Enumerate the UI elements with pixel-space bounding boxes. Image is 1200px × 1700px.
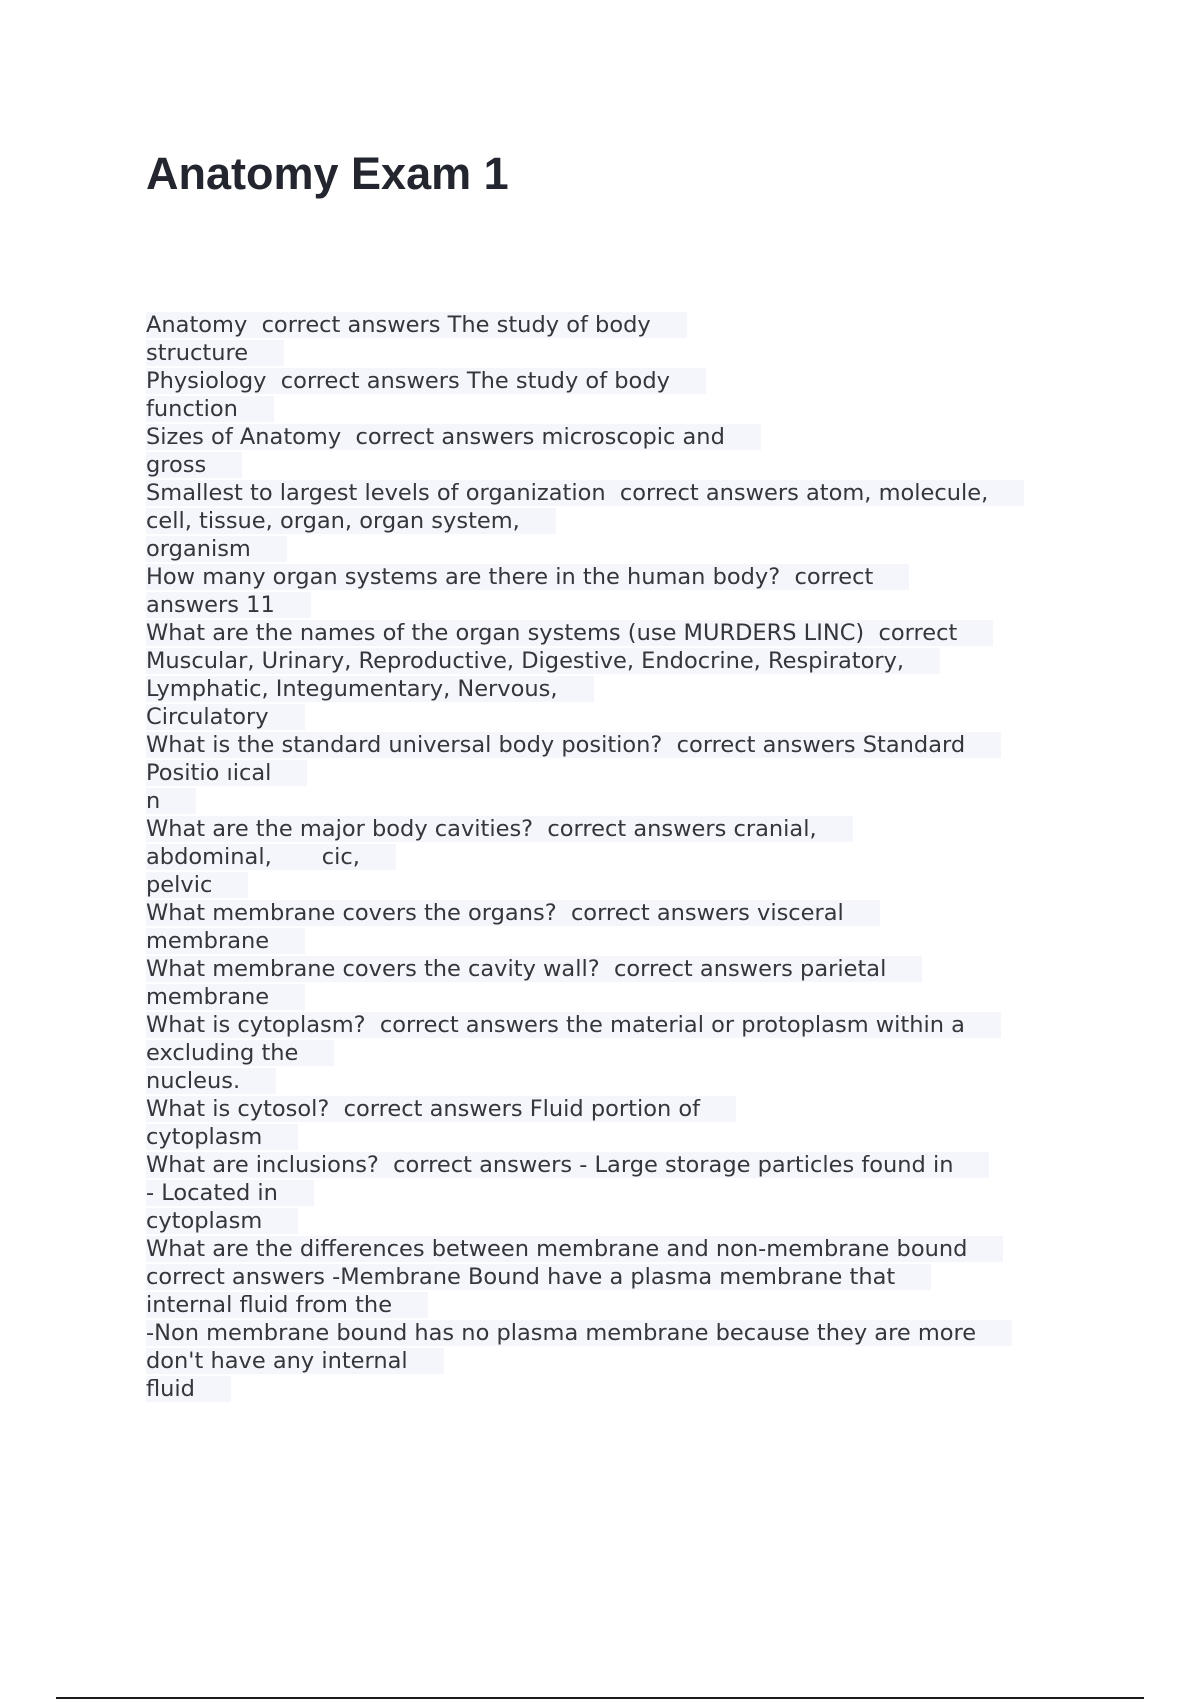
- text-line: - Located in: [146, 1179, 1076, 1207]
- text-line: What is the standard universal body position? correct answers Standard: [146, 731, 1076, 759]
- text-line: cytoplasm: [146, 1123, 1076, 1151]
- text-line: What is cytosol? correct answers Fluid portion of: [146, 1095, 1076, 1123]
- text-line: What membrane covers the cavity wall? correct answers parietal: [146, 955, 1076, 983]
- text-line: function: [146, 395, 1076, 423]
- text-line: What membrane covers the organs? correct answers visceral: [146, 899, 1076, 927]
- text-line: What are the differences between membrane and non-membrane bound: [146, 1235, 1076, 1263]
- text-line: Circulatory: [146, 703, 1076, 731]
- page-title: Anatomy Exam 1: [146, 148, 509, 199]
- text-line: gross: [146, 451, 1076, 479]
- text-line: internal fluid from the: [146, 1291, 1076, 1319]
- text-line: structure: [146, 339, 1076, 367]
- text-line: What are inclusions? correct answers - Large storage particles found in: [146, 1151, 1076, 1179]
- text-line: pelvic: [146, 871, 1076, 899]
- text-line: How many organ systems are there in the human body? correct: [146, 563, 1076, 591]
- text-line: Anatomy correct answers The study of body: [146, 311, 1076, 339]
- text-line: nucleus.: [146, 1067, 1076, 1095]
- text-line: excluding the: [146, 1039, 1076, 1067]
- text-line: Smallest to largest levels of organization correct answers atom, molecule,: [146, 479, 1076, 507]
- text-line: cytoplasm: [146, 1207, 1076, 1235]
- text-line: correct answers -Membrane Bound have a plasma membrane that: [146, 1263, 1076, 1291]
- flashcard-text-body: [146, 311, 1076, 1403]
- text-line: Sizes of Anatomy correct answers microscopic and: [146, 423, 1076, 451]
- text-line: Positio ıical: [146, 759, 1076, 787]
- text-line: abdominal, cic,: [146, 843, 1076, 871]
- text-line: membrane: [146, 927, 1076, 955]
- text-line: answers 11: [146, 591, 1076, 619]
- text-line: -Non membrane bound has no plasma membrane because they are more: [146, 1319, 1076, 1347]
- text-line: membrane: [146, 983, 1076, 1011]
- text-line: What are the names of the organ systems (use MURDERS LINC) correct: [146, 619, 1076, 647]
- text-line: Lymphatic, Integumentary, Nervous,: [146, 675, 1076, 703]
- text-line: n: [146, 787, 1076, 815]
- text-line: What is cytoplasm? correct answers the material or protoplasm within a: [146, 1011, 1076, 1039]
- text-line: Muscular, Urinary, Reproductive, Digestive, Endocrine, Respiratory,: [146, 647, 1076, 675]
- text-line: cell, tissue, organ, organ system,: [146, 507, 1076, 535]
- footer-divider: [56, 1697, 1144, 1699]
- text-line: don't have any internal: [146, 1347, 1076, 1375]
- text-line: fluid: [146, 1375, 1076, 1403]
- text-line: organism: [146, 535, 1076, 563]
- text-line: Physiology correct answers The study of body: [146, 367, 1076, 395]
- text-line: What are the major body cavities? correct answers cranial,: [146, 815, 1076, 843]
